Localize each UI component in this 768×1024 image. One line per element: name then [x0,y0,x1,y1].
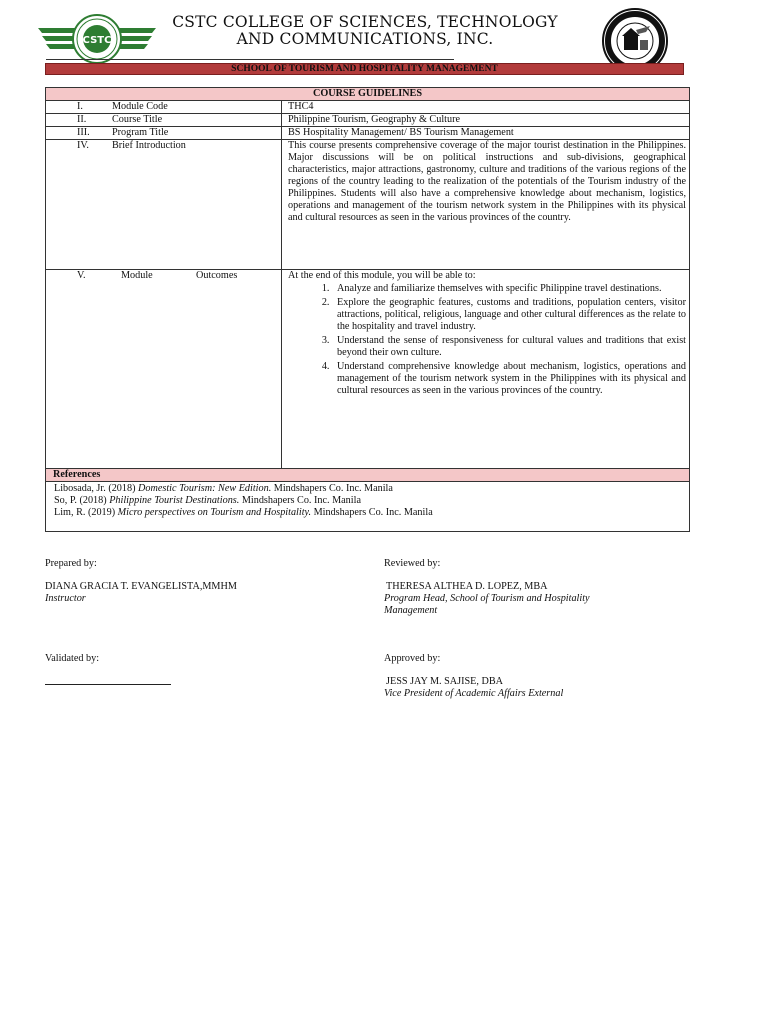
prepared-by-role: Instructor [45,593,86,604]
row-label-part: Outcomes [196,270,238,281]
references-list [46,482,689,531]
reviewed-by-role-cont: Management [384,605,438,616]
row-label: Program Title [112,127,169,138]
signature-line [45,684,171,685]
college-name-line2: AND COMMUNICATIONS, INC. [236,30,494,48]
row-label: Module Code [112,101,168,112]
validated-by-label: Validated by: [45,653,100,664]
table-row-outcomes [46,270,689,469]
prepared-by-name: DIANA GRACIA T. EVANGELISTA,MMHM [45,581,237,592]
row-value: BS Hospitality Management/ BS Tourism Management [288,127,514,138]
row-number: V. [77,270,86,281]
outcomes-lead: At the end of this module, you will be able to: [288,270,476,281]
college-name [150,14,580,48]
header-rule [46,59,454,60]
list-item: 4. Understand comprehensive knowledge about mechanism, logistics, operations and management of the tourism network system in the Philippines with its physical and cultural resources as seen in the various provinces of the country. [332,361,686,397]
table-row [46,101,689,114]
introduction-text: This course presents comprehensive coverage of the major tourist destination in the Philippines. Major discussions will be on political instructions and sub-divisions, geographical characteristics, major attractions, gastronomy, culture and traditions of the various regions of the regions of the country leading to the realization of the potentials of the Tourism industry of the Philippines. Students will also have a comprehensive knowledge about mechanism, logistics, operations and management of the tourism network system in the Philippines with its physical and cultural resources as seen in the various provinces of the country. [288,140,686,223]
row-number: I. [77,101,83,112]
outcomes-list [288,283,686,397]
approved-by-name: JESS JAY M. SAJISE, DBA [386,676,504,687]
list-item: 3. Understand the sense of responsiveness for cultural values and traditions that exist beyond their own culture. [332,335,686,359]
reviewed-by-label: Reviewed by: [384,558,441,569]
reviewed-by-role: Program Head, School of Tourism and Hospitality [384,593,590,604]
row-value: Philippine Tourism, Geography & Culture [288,114,460,125]
reference-item: Libosada, Jr. (2018) Domestic Tourism: New Edition. Mindshapers Co. Inc. Manila [54,483,393,494]
table-row-introduction [46,140,689,270]
table-title: COURSE GUIDELINES [46,88,689,101]
list-item: 1. Analyze and familiarize themselves with specific Philippine travel destinations. [332,283,686,295]
college-name-line1: CSTC COLLEGE OF SCIENCES, TECHNOLOGY [172,13,558,31]
list-item: 2. Explore the geographic features, customs and traditions, population centers, visitor attractions, political, religious, language and other cultural differences as the relate to the hospitality and travel industry. [332,297,686,333]
reference-item: So, P. (2018) Philippine Tourist Destinations. Mindshapers Co. Inc. Manila [54,495,361,506]
course-guidelines-table [45,87,690,532]
row-label: Brief Introduction [112,140,186,151]
row-label-part: Module [121,270,153,281]
row-number: IV. [77,140,89,151]
table-row [46,114,689,127]
row-number: III. [77,127,90,138]
row-value: THC4 [288,101,314,112]
cstc-logo-text: CSTC [82,35,112,46]
references-heading: References [46,469,689,482]
approved-by-label: Approved by: [384,653,441,664]
prepared-by-label: Prepared by: [45,558,97,569]
reference-item: Lim, R. (2019) Micro perspectives on Tourism and Hospitality. Mindshapers Co. Inc. Manila [54,507,433,518]
approved-by-role: Vice President of Academic Affairs External [384,688,564,699]
school-banner: SCHOOL OF TOURISM AND HOSPITALITY MANAGEMENT [45,63,684,75]
table-row [46,127,689,140]
row-label: Course Title [112,114,163,125]
row-number: II. [77,114,87,125]
reviewed-by-name: THERESA ALTHEA D. LOPEZ, MBA [386,581,548,592]
